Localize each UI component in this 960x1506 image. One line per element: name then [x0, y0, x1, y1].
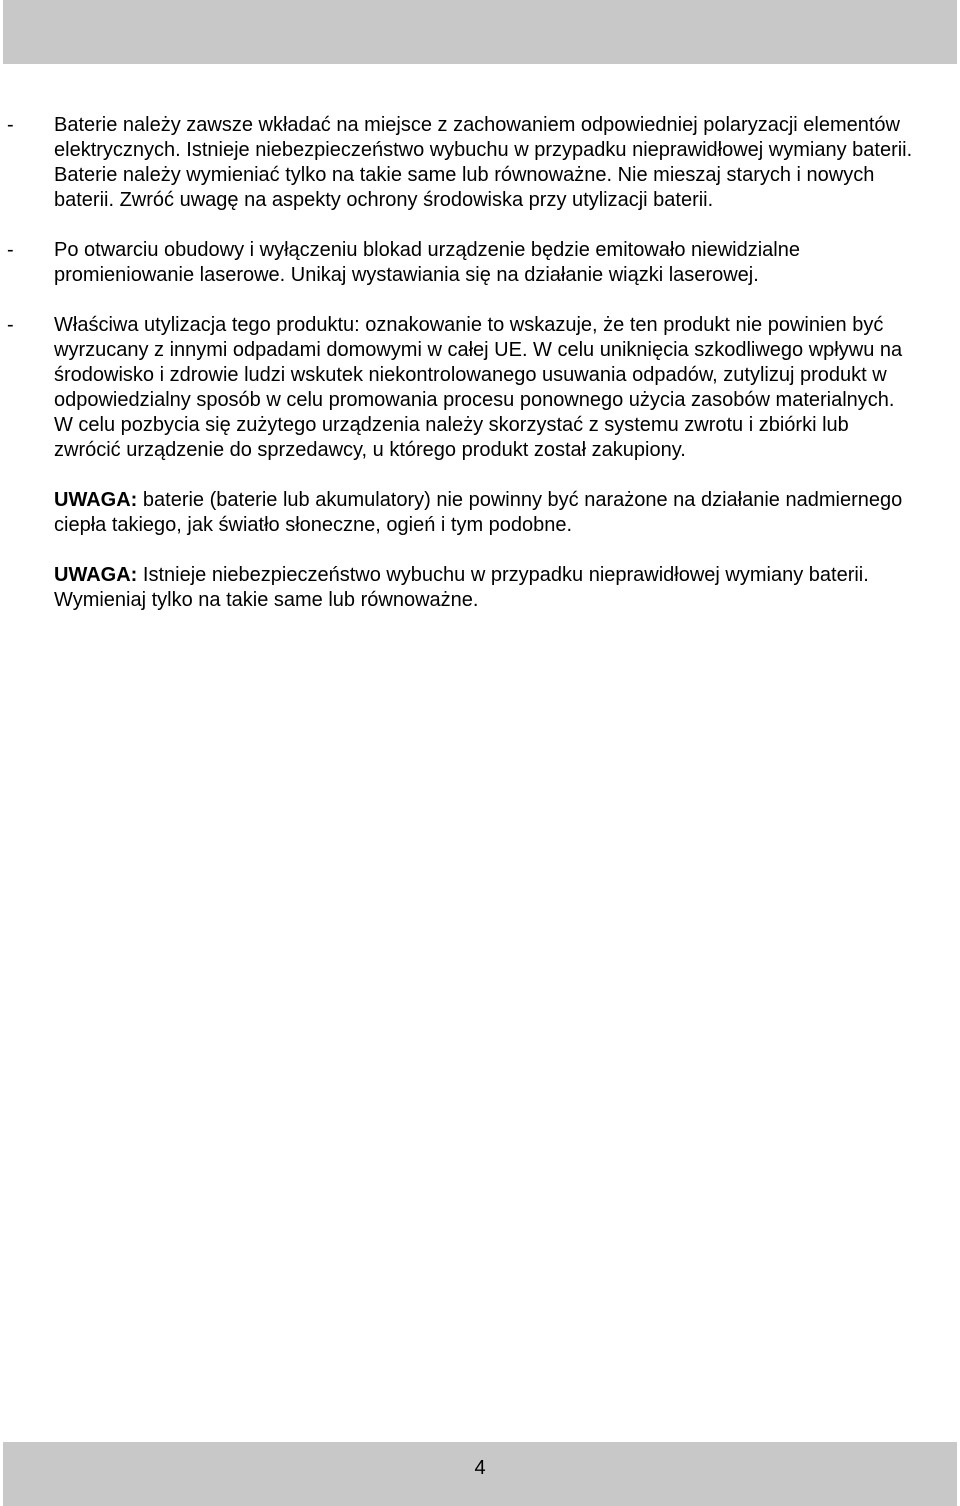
page-number: 4 — [474, 1457, 486, 1479]
bullet-battery-safety — [0, 113, 914, 213]
note-label: UWAGA: — [54, 564, 138, 586]
bullet-dash: - — [7, 239, 14, 261]
bullet-disposal-info — [0, 313, 914, 463]
bullet-dash: - — [7, 314, 14, 336]
bullet-text: Po otwarciu obudowy i wyłączeniu blokad urządzenie będzie emitowało niewidzialne promieniowanie laserowe. Unikaj wystawiania się na działanie wiązki laserowej. — [54, 239, 800, 286]
bullet-text: Właściwa utylizacja tego produktu: oznakowanie to wskazuje, że ten produkt nie powinien być wyrzucany z innymi odpadami domowymi w całej UE. W celu uniknięcia szkodliwego wpływu na środowisko i zdrowie ludzi wskutek niekontrolowanego usuwania odpadów, zutylizuj produkt w odpowiedzialny sposób w celu promowania procesu ponownego użycia zasobów materialnych. W celu pozbycia się zużytego urządzenia należy skorzystać z systemu zwrotu i zbiórki lub zwrócić urządzenie do sprzedawcy, u którego produkt został zakupiony. — [54, 314, 903, 461]
note-text: Istnieje niebezpieczeństwo wybuchu w przypadku nieprawidłowej wymiany baterii. Wymieniaj tylko na takie same lub równoważne. — [54, 564, 869, 611]
note-text: baterie (baterie lub akumulatory) nie powinny być narażone na działanie nadmiernego ciepła takiego, jak światło słoneczne, ogień i tym podobne. — [54, 489, 903, 536]
bullet-text: Baterie należy zawsze wkładać na miejsce z zachowaniem odpowiedniej polaryzacji elementów elektrycznych. Istnieje niebezpieczeństwo wybuchu w przypadku nieprawidłowej wymiany baterii. Baterie należy wymieniać tylko na takie same lub równoważne. Nie mieszaj starych i nowych baterii. Zwróć uwagę na aspekty ochrony środowiska przy utylizacji baterii. — [54, 114, 913, 211]
note-explosion-warning — [0, 563, 914, 613]
bullet-dash: - — [7, 114, 14, 136]
document-body — [0, 113, 960, 638]
header-bar — [3, 0, 957, 64]
note-heat-warning — [0, 488, 914, 538]
note-label: UWAGA: — [54, 489, 138, 511]
bullet-laser-warning — [0, 238, 914, 288]
